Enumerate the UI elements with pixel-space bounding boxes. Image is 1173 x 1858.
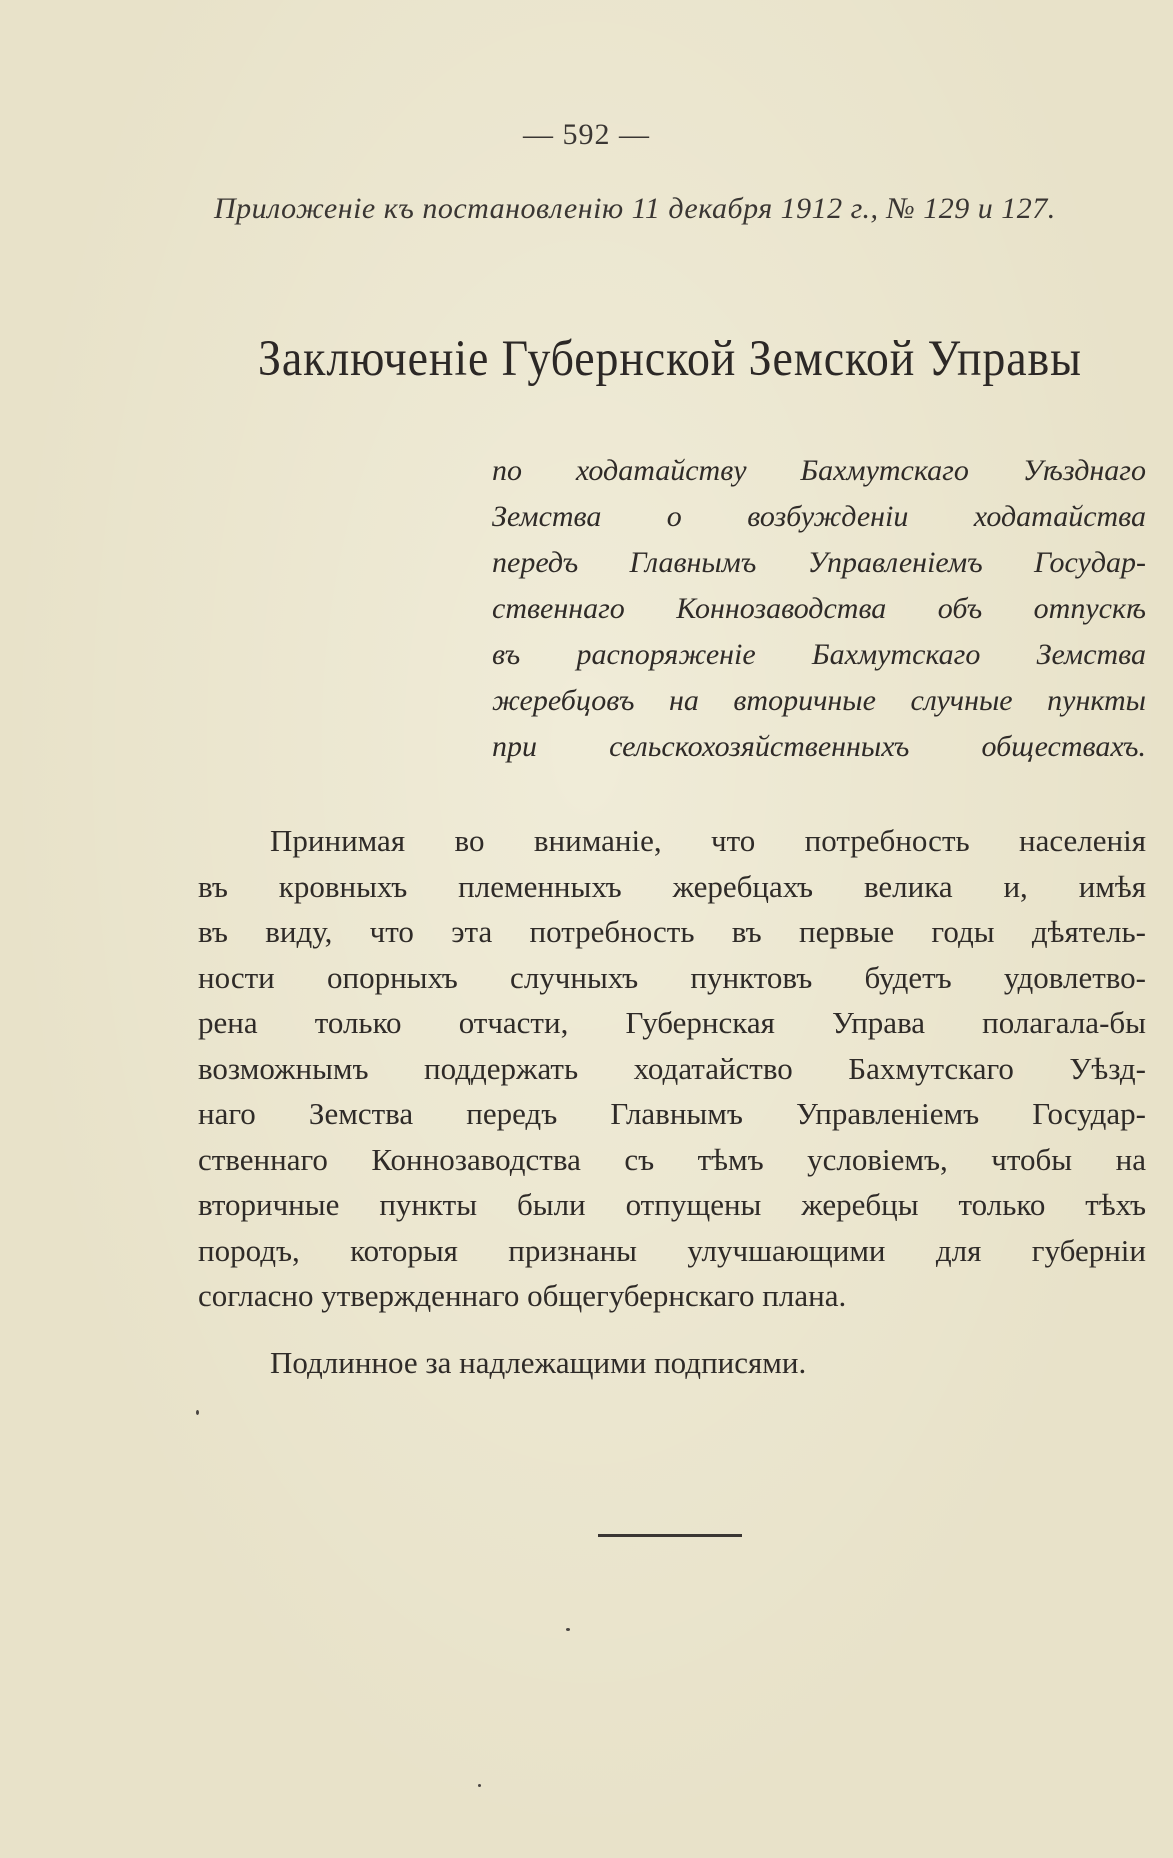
body-line: въ кровныхъ племенныхъ жеребцахъ велика и, имѣя: [198, 868, 1146, 904]
subtitle-line: ственнаго Коннозаводства объ отпускѣ: [492, 592, 1146, 625]
body-line: ности опорныхъ случныхъ пунктовъ будетъ удовлетво-: [198, 959, 1146, 995]
subtitle-line: передъ Главнымъ Управленіемъ Государ-: [492, 546, 1146, 579]
paper-speck: [566, 1628, 570, 1631]
appendix-note: Приложеніе къ постановленію 11 декабря 1912 г., № 129 и 127.: [214, 192, 1056, 225]
body-line: Принимая во вниманіе, что потребность населенія: [270, 823, 1146, 858]
page-number: — 592 —: [523, 118, 650, 151]
body-paragraph: [198, 818, 1146, 1319]
subtitle-line: Земства о возбужденіи ходатайства: [492, 500, 1146, 533]
body-line: рена только отчасти, Губернская Управа полагала-бы: [198, 1005, 1146, 1040]
body-line: возможнымъ поддержать ходатайство Бахмутскаго Уѣзд-: [198, 1050, 1146, 1086]
body-line: вторичные пункты были отпущены жеребцы только тѣхъ: [198, 1187, 1146, 1222]
subtitle-line: въ распоряженіе Бахмутскаго Земства: [492, 638, 1146, 671]
end-rule: [598, 1534, 742, 1537]
body-line: въ виду, что эта потребность въ первые годы дѣятель-: [198, 914, 1146, 949]
subtitle-line: при сельскохозяйственныхъ обществахъ.: [492, 730, 1146, 763]
body-line: согласно утвержденнаго общегубернскаго плана.: [198, 1278, 847, 1313]
paper-speck: [478, 1784, 481, 1787]
document-subtitle: [492, 448, 1146, 770]
subtitle-line: жеребцовъ на вторичные случные пункты: [492, 684, 1146, 717]
subtitle-line: по ходатайству Бахмутскаго Уѣзднаго: [492, 454, 1146, 487]
body-line: наго Земства передъ Главнымъ Управленіемъ Государ-: [198, 1096, 1146, 1131]
document-title: Заключеніе Губернской Земской Управы: [258, 331, 1082, 387]
body-line: ственнаго Коннозаводства съ тѣмъ условіемъ, чтобы на: [198, 1141, 1146, 1177]
signature-note: Подлинное за надлежащими подписями.: [270, 1345, 807, 1380]
body-line: породъ, которыя признаны улучшающими для губерніи: [198, 1232, 1146, 1268]
paper-speck: [196, 1410, 199, 1415]
